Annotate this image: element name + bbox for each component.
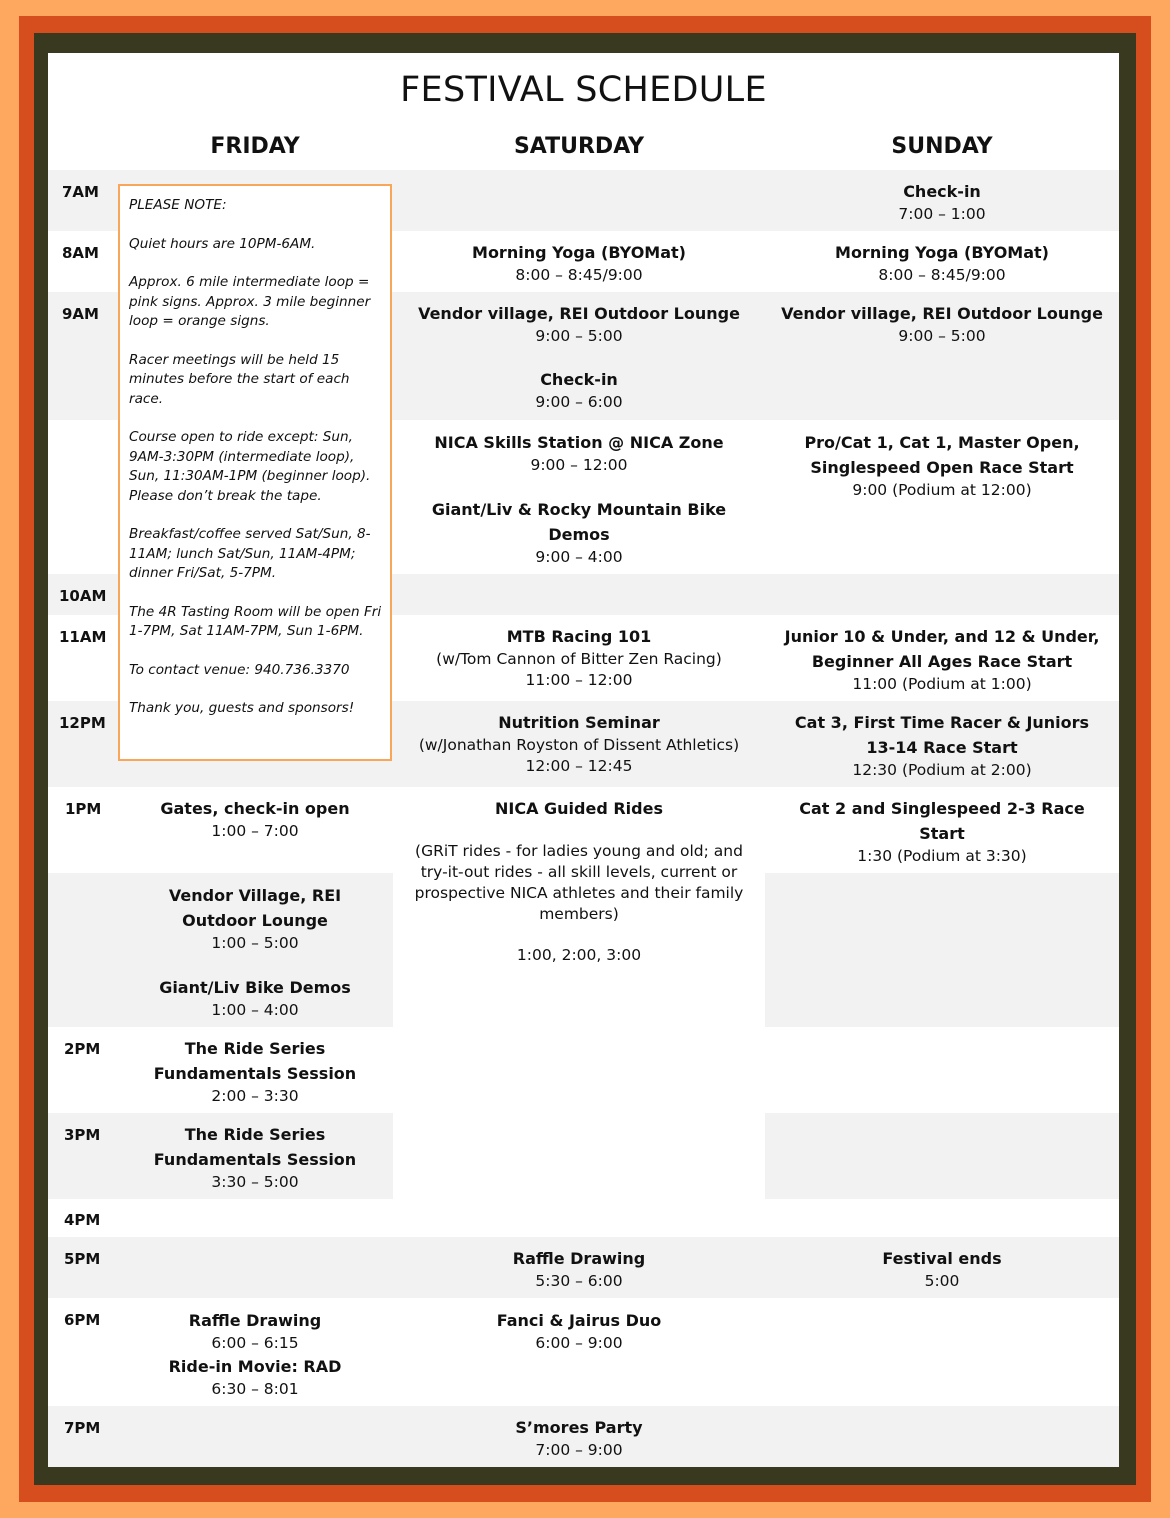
event-title: NICA Skills Station @ NICA Zone <box>434 433 724 452</box>
event-saturday-nica-rides <box>408 796 750 966</box>
event-time: 1:00, 2:00, 3:00 <box>516 946 642 964</box>
event-subtitle: (GRiT rides - for ladies young and old; and try-it-out rides - all skill levels, current or prospective NICA athletes and their family members) <box>414 842 744 923</box>
note-line: Course open to ride except: Sun, 9AM-3:30PM (intermediate loop), Sun, 11:30AM-1PM (beginner loop). Please don’t break the tape. <box>129 429 371 504</box>
event-subtitle: (w/Jonathan Royston of Dissent Athletics) <box>418 736 740 754</box>
event-title: Giant/Liv & Rocky Mountain Bike Demos <box>431 500 727 544</box>
time-label: 1PM <box>65 800 102 818</box>
event-time: 7:00 – 1:00 <box>898 205 986 223</box>
note-line: Quiet hours are 10PM-6AM. <box>129 235 316 252</box>
event-saturday-bike-demos <box>418 497 740 568</box>
event-friday-ride-series-1 <box>143 1036 367 1107</box>
event-time: 7:00 – 9:00 <box>535 1441 623 1459</box>
time-label: 11AM <box>59 628 107 646</box>
event-time: 5:00 <box>924 1272 960 1290</box>
event-title: S’mores Party <box>515 1418 643 1437</box>
event-saturday-mtb-racing <box>398 624 760 691</box>
event-title: Vendor village, REI Outdoor Lounge <box>418 304 740 323</box>
event-title: Check-in <box>540 370 618 389</box>
event-title: Check-in <box>903 182 981 201</box>
event-title: Giant/Liv Bike Demos <box>159 978 351 997</box>
event-title: Cat 3, First Time Racer & Juniors 13-14 Race Start <box>794 713 1090 757</box>
event-saturday-nutrition <box>398 710 760 777</box>
event-saturday-vendor-checkin <box>398 301 760 413</box>
event-time: 11:00 – 12:00 <box>525 671 633 689</box>
event-title: Raffle Drawing <box>188 1311 322 1330</box>
event-sunday-festival-ends <box>765 1246 1119 1292</box>
time-label: 4PM <box>64 1211 101 1229</box>
schedule-page <box>48 53 1119 1467</box>
please-note-box <box>118 184 392 761</box>
note-line: To contact venue: 940.736.3370 <box>129 661 350 678</box>
event-sunday-yoga <box>765 240 1119 286</box>
event-title: Festival ends <box>882 1249 1002 1268</box>
event-time: 8:00 – 8:45/9:00 <box>878 266 1006 284</box>
note-heading: PLEASE NOTE: <box>129 197 227 213</box>
event-time: 1:30 (Podium at 3:30) <box>857 847 1027 865</box>
event-time: 1:00 – 7:00 <box>211 822 299 840</box>
event-title: MTB Racing 101 <box>506 627 652 646</box>
day-header-saturday: SATURDAY <box>513 134 645 159</box>
event-sunday-cat3 <box>785 710 1099 781</box>
sunday-empty-block <box>765 873 1119 1027</box>
event-sunday-vendor <box>765 301 1119 347</box>
event-time: 8:00 – 8:45/9:00 <box>515 266 643 284</box>
event-time: 12:30 (Podium at 2:00) <box>852 761 1032 779</box>
event-time: 3:30 – 5:00 <box>211 1173 299 1191</box>
event-title: The Ride Series Fundamentals Session <box>153 1039 357 1083</box>
event-title: The Ride Series Fundamentals Session <box>153 1125 357 1169</box>
event-sunday-pro-cat1 <box>775 430 1109 501</box>
event-sunday-junior <box>765 624 1119 695</box>
event-title: Fanci & Jairus Duo <box>496 1311 662 1330</box>
event-time: 1:00 – 4:00 <box>211 1001 299 1019</box>
event-saturday-yoga <box>398 240 760 286</box>
event-time: 1:00 – 5:00 <box>211 934 299 952</box>
event-time: 2:00 – 3:30 <box>211 1087 299 1105</box>
event-time: 6:00 – 9:00 <box>535 1334 623 1352</box>
time-label: 2PM <box>64 1040 101 1058</box>
event-time: 6:30 – 8:01 <box>211 1380 299 1398</box>
event-saturday-smores <box>398 1415 760 1461</box>
event-subtitle: (w/Tom Cannon of Bitter Zen Racing) <box>436 650 722 668</box>
event-time: 6:00 – 6:15 <box>211 1334 299 1352</box>
event-time: 12:00 – 12:45 <box>525 757 633 775</box>
time-label: 10AM <box>59 587 107 605</box>
event-title: Vendor Village, REI Outdoor Lounge <box>168 886 342 930</box>
event-friday-giant-demos <box>118 975 392 1021</box>
event-friday-vendor <box>143 883 367 954</box>
note-line: Breakfast/coffee served Sat/Sun, 8-11AM; lunch Sat/Sun, 11AM-4PM; dinner Fri/Sat, 5-7PM. <box>129 526 371 581</box>
note-line: Thank you, guests and sponsors! <box>129 700 355 716</box>
time-label: 6PM <box>64 1311 101 1329</box>
note-line: The 4R Tasting Room will be open Fri 1-7PM, Sat 11AM-7PM, Sun 1-6PM. <box>129 603 382 639</box>
event-time: 9:00 – 6:00 <box>535 393 623 411</box>
event-saturday-fanci-jairus <box>398 1308 760 1354</box>
event-title: Cat 2 and Singlespeed 2-3 Race Start <box>799 799 1085 843</box>
event-title: Ride-in Movie: RAD <box>168 1357 342 1376</box>
day-header-friday: FRIDAY <box>210 134 300 159</box>
time-label: 7PM <box>64 1419 101 1437</box>
event-time: 9:00 (Podium at 12:00) <box>852 481 1032 499</box>
event-saturday-raffle <box>398 1246 760 1292</box>
time-label: 3PM <box>64 1126 101 1144</box>
event-title: Nutrition Seminar <box>498 713 660 732</box>
event-friday-ride-series-2 <box>143 1122 367 1193</box>
event-time: 9:00 – 5:00 <box>898 327 986 345</box>
event-time: 11:00 (Podium at 1:00) <box>852 675 1032 693</box>
event-time: 9:00 – 4:00 <box>535 548 623 566</box>
note-line: Approx. 6 mile intermediate loop = pink signs. Approx. 3 mile beginner loop = orange signs. <box>129 274 371 329</box>
event-friday-raffle-movie <box>118 1308 392 1400</box>
event-time: 5:30 – 6:00 <box>535 1272 623 1290</box>
sunday-3pm-block <box>765 1113 1119 1199</box>
event-time: 9:00 – 5:00 <box>535 327 623 345</box>
event-time: 9:00 – 12:00 <box>530 456 628 474</box>
event-friday-gates <box>118 796 392 842</box>
event-title: Vendor village, REI Outdoor Lounge <box>781 304 1103 323</box>
time-label: 12PM <box>59 714 106 732</box>
day-header-sunday: SUNDAY <box>891 134 993 159</box>
event-title: Junior 10 & Under, and 12 & Under, Beginner All Ages Race Start <box>784 627 1100 671</box>
event-title: Morning Yoga (BYOMat) <box>472 243 686 262</box>
event-title: NICA Guided Rides <box>494 799 663 818</box>
page-title: FESTIVAL SCHEDULE <box>400 70 767 110</box>
time-label: 8AM <box>62 244 99 262</box>
time-label: 9AM <box>62 305 99 323</box>
note-line: Racer meetings will be held 15 minutes before the start of each race. <box>129 351 350 407</box>
event-title: Gates, check-in open <box>160 799 350 818</box>
time-label: 7AM <box>62 183 99 201</box>
event-saturday-nica-skills <box>398 430 760 476</box>
event-title: Morning Yoga (BYOMat) <box>835 243 1049 262</box>
event-sunday-checkin <box>765 179 1119 225</box>
event-sunday-cat2 <box>785 796 1099 867</box>
event-title: Pro/Cat 1, Cat 1, Master Open, Singlespeed Open Race Start <box>804 433 1080 477</box>
time-label: 5PM <box>64 1250 101 1268</box>
event-title: Raffle Drawing <box>512 1249 646 1268</box>
